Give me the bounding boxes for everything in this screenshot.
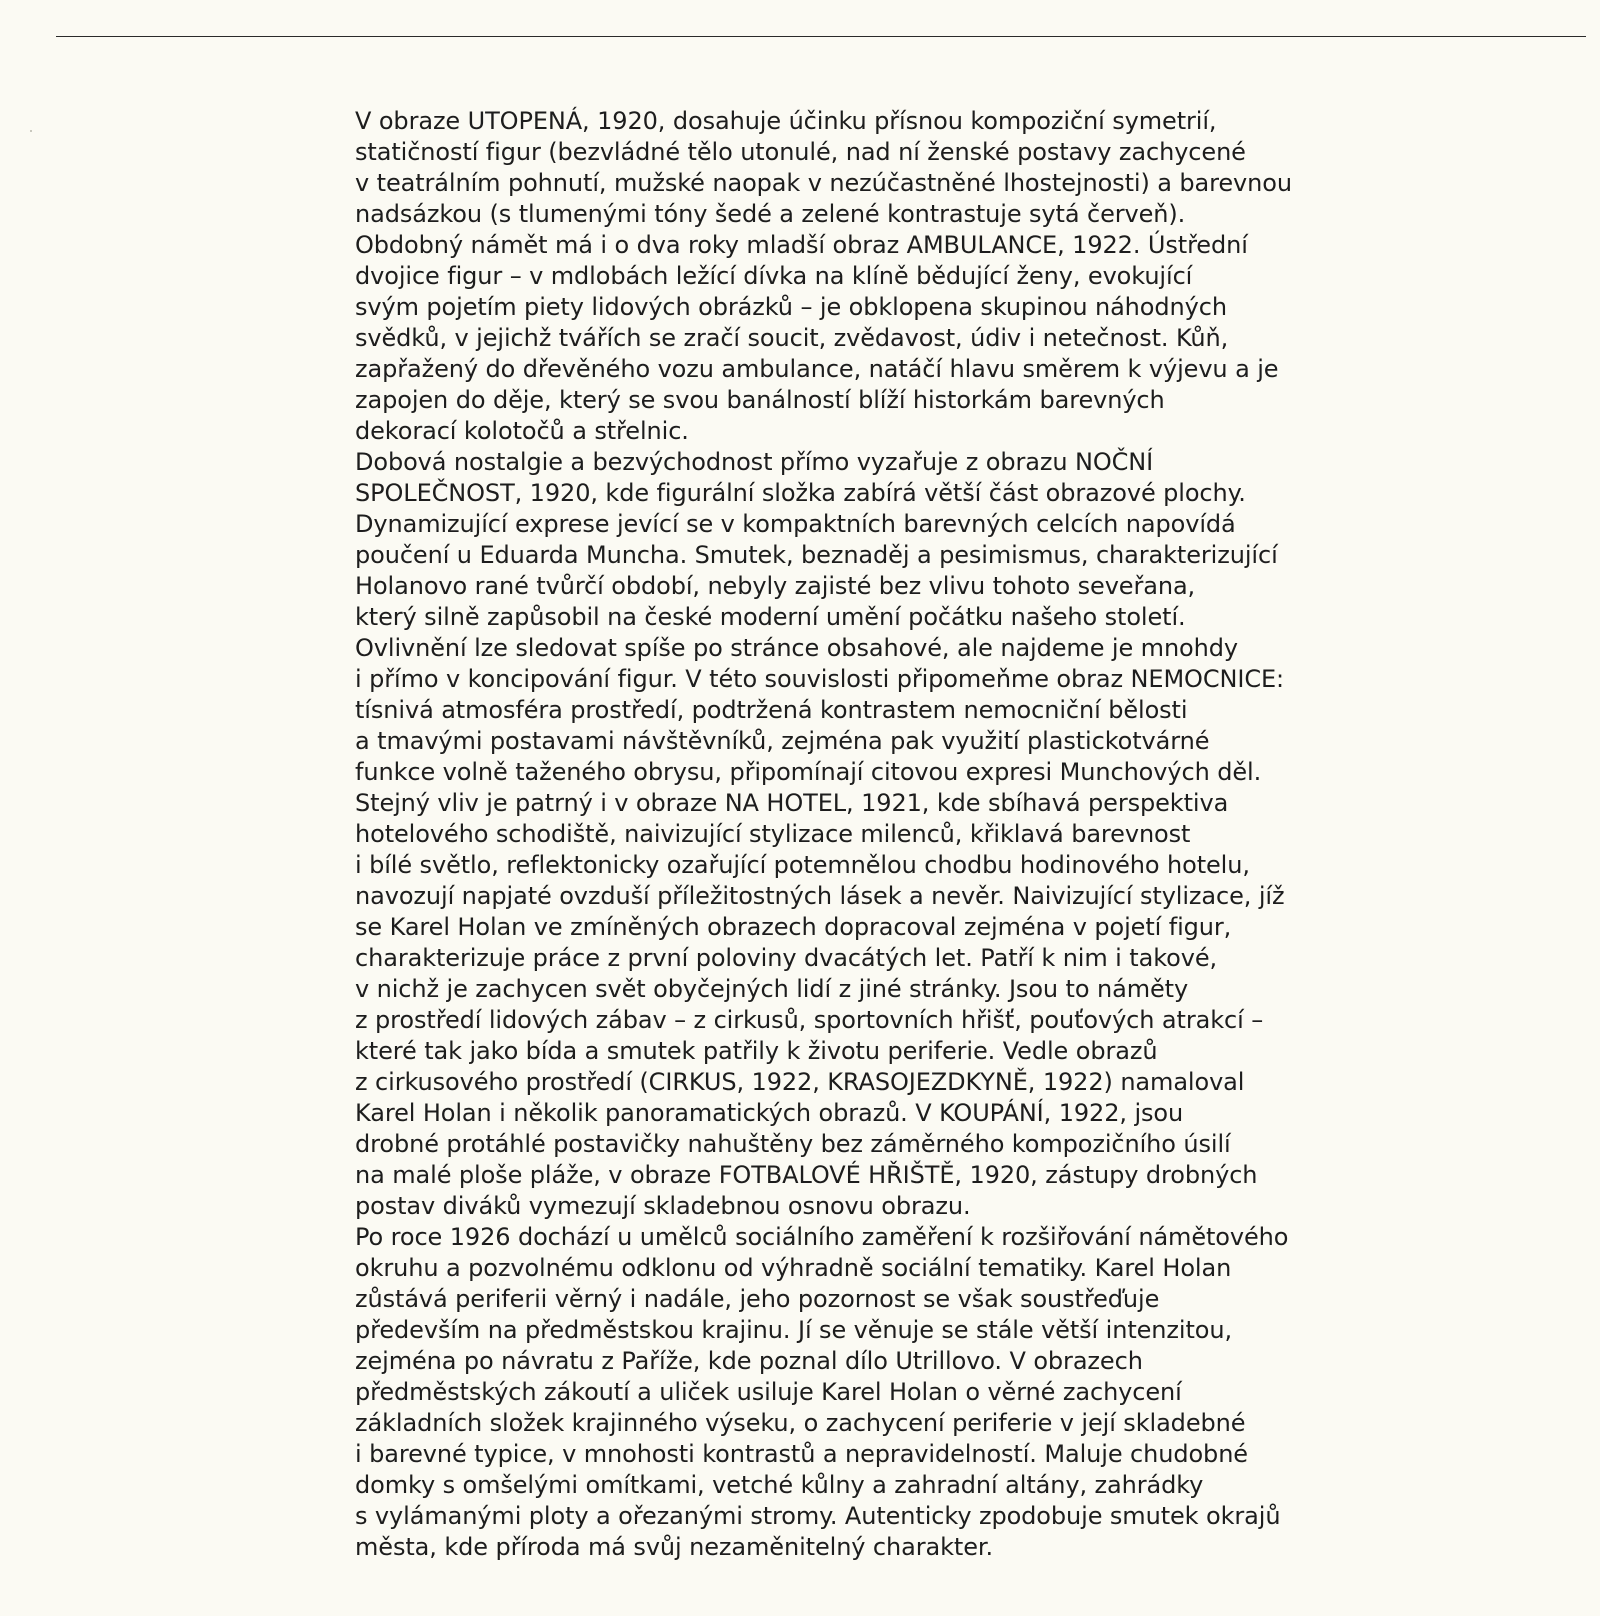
text-line: svědků, v jejichž tvářích se zračí soucit, zvědavost, údiv i netečnost. Kůň, — [355, 324, 1229, 352]
text-line: předměstských zákoutí a uliček usiluje Karel Holan o věrné zachycení — [355, 1378, 1182, 1406]
text-line: se Karel Holan ve zmíněných obrazech dopracoval zejména v pojetí figur, — [355, 913, 1232, 941]
body-text — [355, 106, 1415, 1563]
text-line: Dobová nostalgie a bezvýchodnost přímo vyzařuje z obrazu NOČNÍ — [355, 448, 1154, 476]
text-line: tísnivá atmosféra prostředí, podtržená kontrastem nemocniční bělosti — [355, 696, 1188, 724]
text-line: města, kde příroda má svůj nezaměnitelný charakter. — [355, 1533, 993, 1561]
text-line: hotelového schodiště, naivizující stylizace milenců, křiklavá barevnost — [355, 820, 1191, 848]
text-line: Po roce 1926 dochází u umělců sociálního zaměření k rozšiřování námětového — [355, 1223, 1289, 1251]
text-line: zůstává periferii věrný i nadále, jeho pozornost se však soustřeďuje — [355, 1285, 1160, 1313]
text-line: nadsázkou (s tlumenými tóny šedé a zelené kontrastuje sytá červeň). — [355, 200, 1186, 228]
text-line: v teatrálním pohnutí, mužské naopak v nezúčastněné lhostejnosti) a barevnou — [355, 169, 1292, 197]
text-line: z cirkusového prostředí (CIRKUS, 1922, KRASOJEZDKYNĚ, 1922) namaloval — [355, 1068, 1245, 1096]
text-line: Holanovo rané tvůrčí období, nebyly zajisté bez vlivu tohoto seveřana, — [355, 572, 1196, 600]
text-line: svým pojetím piety lidových obrázků – je obklopena skupinou náhodných — [355, 293, 1227, 321]
text-line: v nichž je zachycen svět obyčejných lidí z jiné stránky. Jsou to náměty — [355, 975, 1189, 1003]
text-line: které tak jako bída a smutek patřily k životu periferie. Vedle obrazů — [355, 1037, 1158, 1065]
text-line: dvojice figur – v mdlobách ležící dívka na klíně bědující ženy, evokující — [355, 262, 1193, 290]
text-line: dekorací kolotočů a střelnic. — [355, 417, 689, 445]
text-line: Obdobný námět má i o dva roky mladší obraz AMBULANCE, 1922. Ústřední — [355, 231, 1248, 259]
text-line: i barevné typice, v mnohosti kontrastů a nepravidelností. Maluje chudobné — [355, 1440, 1248, 1468]
text-line: V obraze UTOPENÁ, 1920, dosahuje účinku přísnou kompoziční symetrií, — [355, 107, 1217, 135]
text-line: postav diváků vymezují skladebnou osnovu obrazu. — [355, 1192, 971, 1220]
text-line: funkce volně taženého obrysu, připomínají citovou expresi Munchových děl. — [355, 758, 1262, 786]
text-line: především na předměstskou krajinu. Jí se věnuje se stále větší intenzitou, — [355, 1316, 1233, 1344]
paper-speck — [30, 130, 32, 132]
top-rule — [56, 36, 1586, 37]
text-line: i bílé světlo, reflektonicky ozařující potemnělou chodbu hodinového hotelu, — [355, 851, 1250, 879]
text-line: navozují napjaté ovzduší příležitostných lásek a nevěr. Naivizující stylizace, jíž — [355, 882, 1285, 910]
text-line: okruhu a pozvolnému odklonu od výhradně sociální tematiky. Karel Holan — [355, 1254, 1232, 1282]
text-line: poučení u Eduarda Muncha. Smutek, beznaděj a pesimismus, charakterizující — [355, 541, 1278, 569]
text-line: z prostředí lidových zábav – z cirkusů, sportovních hřišť, pouťových atrakcí – — [355, 1006, 1264, 1034]
text-line: Ovlivnění lze sledovat spíše po stránce obsahové, ale najdeme je mnohdy — [355, 634, 1238, 662]
text-line: charakterizuje práce z první poloviny dvacátých let. Patří k nim i takové, — [355, 944, 1218, 972]
text-line: domky s omšelými omítkami, vetché kůlny a zahradní altány, zahrádky — [355, 1471, 1204, 1499]
text-line: Dynamizující exprese jevící se v kompaktních barevných celcích napovídá — [355, 510, 1236, 538]
text-line: základních složek krajinného výseku, o zachycení periferie v její skladebné — [355, 1409, 1246, 1437]
text-line: a tmavými postavami návštěvníků, zejména pak využití plastickotvárné — [355, 727, 1210, 755]
text-line: SPOLEČNOST, 1920, kde figurální složka zabírá větší část obrazové plochy. — [355, 479, 1246, 507]
text-line: Karel Holan i několik panoramatických obrazů. V KOUPÁNÍ, 1922, jsou — [355, 1099, 1184, 1127]
text-line: i přímo v koncipování figur. V této souvislosti připomeňme obraz NEMOCNICE: — [355, 665, 1285, 693]
text-line: který silně zapůsobil na české moderní umění počátku našeho století. — [355, 603, 1186, 631]
text-line: zapojen do děje, který se svou banálností blíží historkám barevných — [355, 386, 1165, 414]
text-line: drobné protáhlé postavičky nahuštěny bez záměrného kompozičního úsilí — [355, 1130, 1231, 1158]
text-line: zapřažený do dřevěného vozu ambulance, natáčí hlavu směrem k výjevu a je — [355, 355, 1279, 383]
text-line: statičností figur (bezvládné tělo utonulé, nad ní ženské postavy zachycené — [355, 138, 1246, 166]
text-line: na malé ploše pláže, v obraze FOTBALOVÉ HŘIŠTĚ, 1920, zástupy drobných — [355, 1161, 1258, 1189]
text-line: zejména po návratu z Paříže, kde poznal dílo Utrillovo. V obrazech — [355, 1347, 1143, 1375]
text-line: Stejný vliv je patrný i v obraze NA HOTEL, 1921, kde sbíhavá perspektiva — [355, 789, 1229, 817]
text-line: s vylámanými ploty a ořezanými stromy. Autenticky zpodobuje smutek okrajů — [355, 1502, 1281, 1530]
